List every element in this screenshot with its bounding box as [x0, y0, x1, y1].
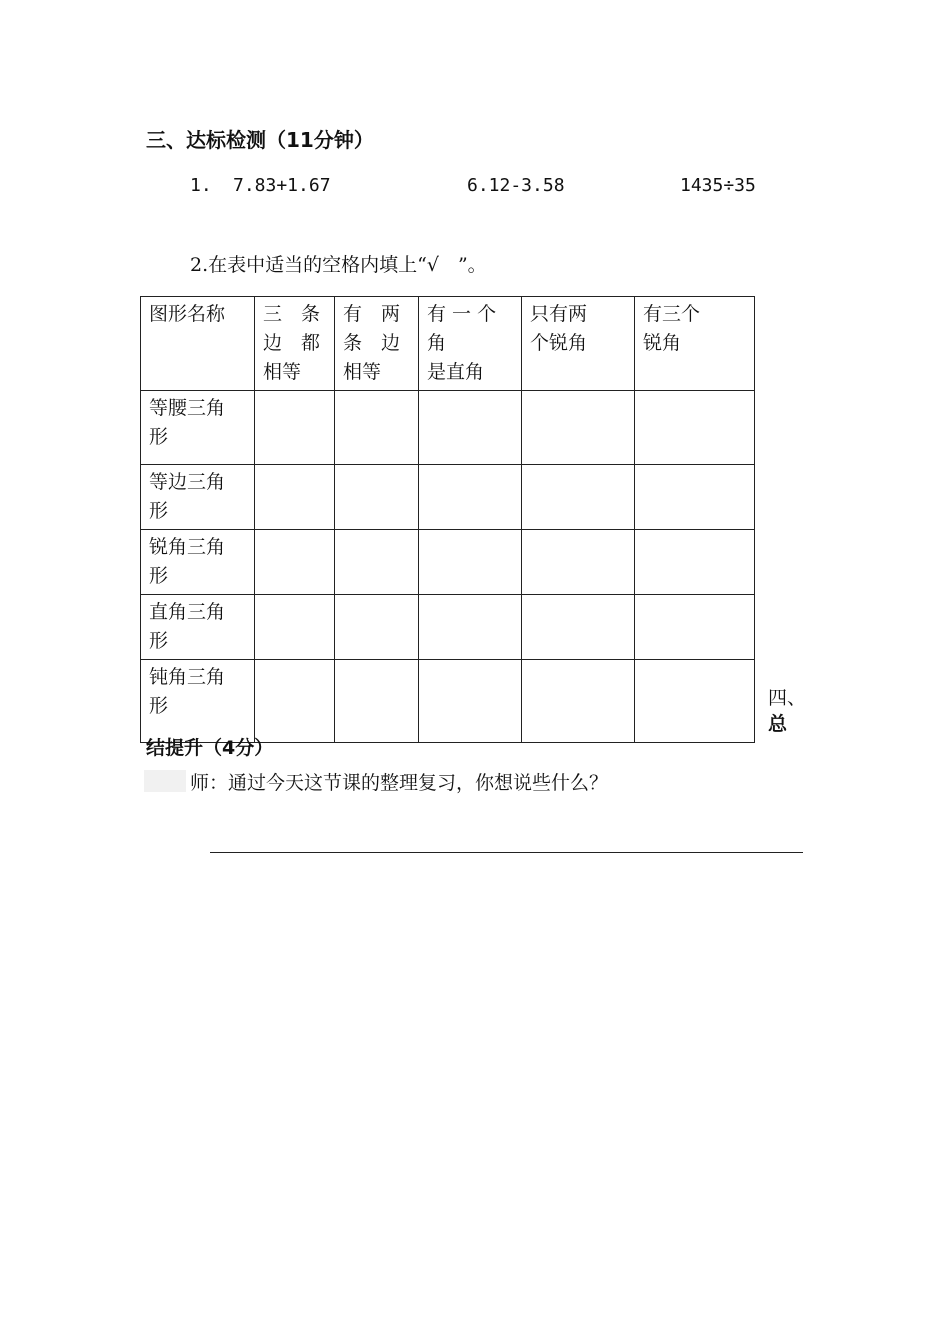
- table-header-row: [141, 297, 755, 391]
- triangle-table: [140, 296, 755, 743]
- expression-3: 1435÷35: [680, 175, 756, 196]
- section-title: 三、达标检测（11分钟）: [146, 128, 374, 152]
- answer-cell[interactable]: [255, 391, 335, 465]
- header-cell-three-sides: 三 条 边 都 相等: [255, 297, 335, 391]
- table-row: [141, 465, 755, 530]
- teacher-prompt: 师：通过今天这节课的整理复习，你想说些什么？: [190, 772, 609, 794]
- table-row: [141, 660, 755, 743]
- header-cell-two-acute: 只有两 个锐角: [522, 297, 635, 391]
- row-label: 直角三角 形: [141, 595, 255, 660]
- answer-cell[interactable]: [419, 660, 522, 743]
- answer-cell[interactable]: [419, 595, 522, 660]
- question-number: 1.: [190, 175, 212, 196]
- answer-cell[interactable]: [255, 595, 335, 660]
- header-cell-right-angle: 有 一 个 角 是直角: [419, 297, 522, 391]
- section-4-title-part-3: 结提升（4分）: [146, 737, 274, 759]
- answer-cell[interactable]: [335, 391, 419, 465]
- answer-cell[interactable]: [635, 391, 755, 465]
- row-label: 钝角三角 形: [141, 660, 255, 743]
- row-label: 锐角三角 形: [141, 530, 255, 595]
- answer-cell[interactable]: [522, 465, 635, 530]
- table-row: [141, 595, 755, 660]
- section-4-title-part-1: 四、: [768, 687, 807, 709]
- answer-cell[interactable]: [335, 530, 419, 595]
- highlight-shade: [144, 770, 186, 792]
- answer-cell[interactable]: [635, 465, 755, 530]
- table-row: [141, 391, 755, 465]
- answer-line[interactable]: [210, 852, 803, 853]
- answer-cell[interactable]: [335, 465, 419, 530]
- answer-cell[interactable]: [419, 530, 522, 595]
- section-4-title-part-2: 总: [768, 713, 788, 735]
- answer-cell[interactable]: [522, 391, 635, 465]
- row-label: 等腰三角 形: [141, 391, 255, 465]
- answer-cell[interactable]: [255, 530, 335, 595]
- answer-cell[interactable]: [255, 660, 335, 743]
- answer-cell[interactable]: [522, 660, 635, 743]
- answer-cell[interactable]: [635, 530, 755, 595]
- answer-cell[interactable]: [522, 530, 635, 595]
- answer-cell[interactable]: [335, 660, 419, 743]
- answer-cell[interactable]: [335, 595, 419, 660]
- row-label: 等边三角 形: [141, 465, 255, 530]
- header-cell-two-sides: 有 两 条 边 相等: [335, 297, 419, 391]
- question-2-prompt: 2.在表中适当的空格内填上“√ ”。: [190, 254, 487, 276]
- answer-cell[interactable]: [522, 595, 635, 660]
- table-row: [141, 530, 755, 595]
- answer-cell[interactable]: [635, 595, 755, 660]
- answer-cell[interactable]: [255, 465, 335, 530]
- expression-1: 7.83+1.67: [233, 175, 331, 196]
- answer-cell[interactable]: [419, 465, 522, 530]
- header-cell-three-acute: 有三个 锐角: [635, 297, 755, 391]
- header-cell-name: 图形名称: [141, 297, 255, 391]
- expression-2: 6.12-3.58: [467, 175, 565, 196]
- answer-cell[interactable]: [635, 660, 755, 743]
- answer-cell[interactable]: [419, 391, 522, 465]
